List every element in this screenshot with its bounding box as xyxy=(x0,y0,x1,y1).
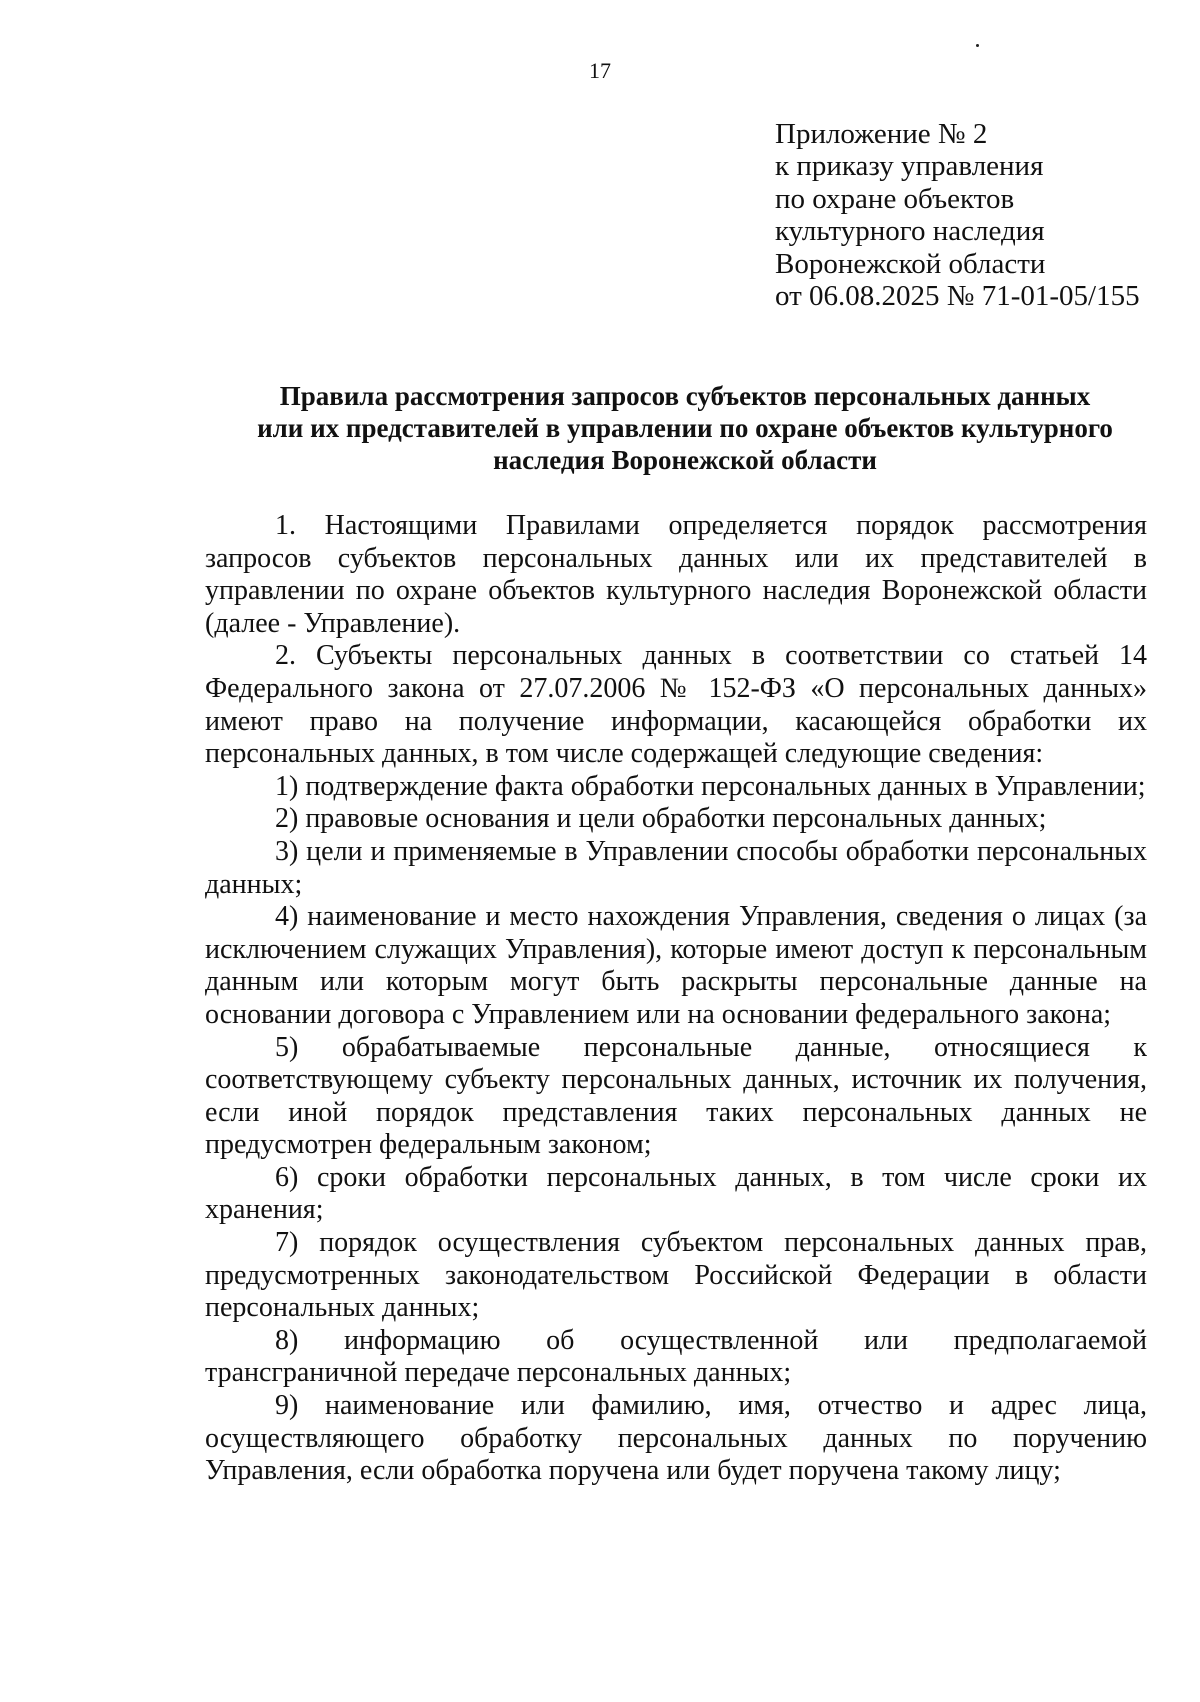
appendix-line: по охране объектов xyxy=(775,182,1015,215)
appendix-line: к приказу управления xyxy=(775,150,1044,183)
paragraph-1: 1. Настоящими Правилами определяется порядок рассмотрения запросов субъектов персональных данных или их представителей в управлении по охране объектов культурного наследия Воронежской области (далее - Управление). xyxy=(205,510,1147,639)
list-item-7: 7) порядок осуществления субъектом персональных данных прав, предусмотренных законодательством Российской Федерации в области персональных данных; xyxy=(205,1227,1147,1324)
appendix-line: Воронежской области xyxy=(775,247,1046,280)
title-line: наследия Воронежской области xyxy=(493,445,877,475)
appendix-line: от 06.08.2025 № 71-01-05/155 xyxy=(775,280,1140,313)
paragraph-2: 2. Субъекты персональных данных в соответствии со статьей 14 Федерального закона от 27.07.2006 № 152-ФЗ «О персональных данных» имеют право на получение информации, касающейся обработки их персональных данных, в том числе содержащей следующие сведения: xyxy=(205,640,1147,770)
appendix-block xyxy=(775,118,1195,312)
list-item-8: 8) информацию об осуществленной или предполагаемой трансграничной передаче персональных данных; xyxy=(205,1324,1147,1389)
list-item-5: 5) обрабатываемые персональные данные, относящиеся к соответствующему субъекту персональных данных, источник их получения, если иной порядок представления таких персональных данных не предусмотрен федеральным законом; xyxy=(205,1031,1147,1161)
list-item-6: 6) сроки обработки персональных данных, в том числе сроки их хранения; xyxy=(205,1161,1147,1226)
scan-speck xyxy=(976,44,979,47)
appendix-line: Приложение № 2 xyxy=(775,118,988,150)
list-item-1: 1) подтверждение факта обработки персональных данных в Управлении; xyxy=(275,770,1146,802)
title-line: Правила рассмотрения запросов субъектов персональных данных xyxy=(279,381,1091,411)
list-item-4: 4) наименование и место нахождения Управления, сведения о лицах (за исключением служащих Управления), которые имеют доступ к персональным данным или которым могут быть раскрыты персональные данные на основании договора с Управлением или на основании федерального закона; xyxy=(205,901,1147,1030)
list-item-3: 3) цели и применяемые в Управлении способы обработки персональных данных; xyxy=(205,835,1147,900)
list-item-9: 9) наименование или фамилию, имя, отчество и адрес лица, осуществляющего обработку персональных данных по поручению Управления, если обработка поручена или будет поручена такому лицу; xyxy=(205,1390,1147,1487)
list-item-2: 2) правовые основания и цели обработки персональных данных; xyxy=(275,803,1047,835)
document-title xyxy=(205,380,1165,476)
appendix-line: культурного наследия xyxy=(775,215,1045,248)
page-number: 17 xyxy=(589,58,611,83)
document-body xyxy=(205,510,1147,1488)
title-line: или их представителей в управлении по охране объектов культурного xyxy=(257,413,1113,443)
